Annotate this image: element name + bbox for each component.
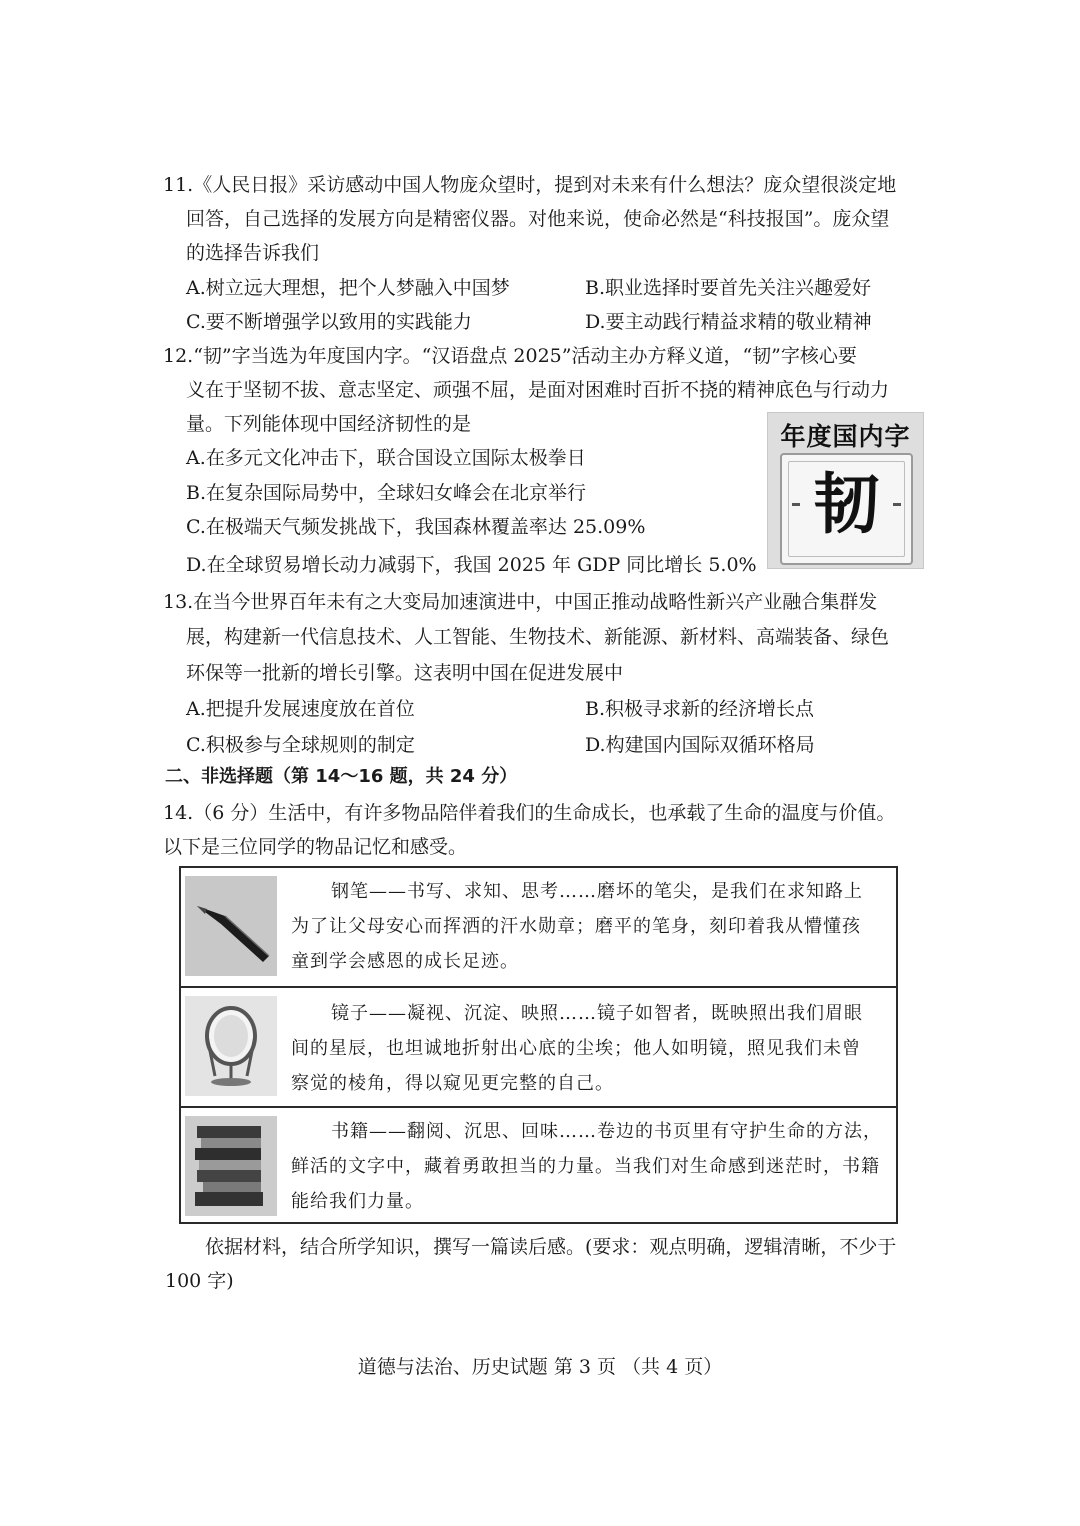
- q14-line1: 14.（6 分）生活中，有许多物品陪伴着我们的生命成长，也承载了生命的温度与价值。: [163, 802, 896, 824]
- q11-option-a: A.树立远大理想，把个人梦融入中国梦: [186, 277, 510, 299]
- annual-character-title: 年度国内字: [780, 422, 911, 451]
- mirror-text-line1: 镜子——凝视、沉淀、映照……镜子如智者，既映照出我们眉眼: [331, 1003, 863, 1024]
- mirror-photo: [185, 996, 277, 1096]
- annual-character-image: [767, 412, 924, 569]
- pen-text-line2: 为了让父母安心而挥洒的汗水勋章；磨平的笔身，刻印着我从懵懂孩: [291, 916, 861, 937]
- q12-option-b: B.在复杂国际局势中，全球妇女峰会在北京举行: [186, 482, 587, 504]
- q13-line2: 展，构建新一代信息技术、人工智能、生物技术、新能源、新材料、高端装备、绿色: [186, 626, 890, 648]
- mirror-text-line2: 间的星辰，也坦诚地折射出心底的尘埃；他人如明镜，照见我们未曾: [291, 1038, 861, 1059]
- q14-line2: 以下是三位同学的物品记忆和感受。: [163, 836, 468, 858]
- q11-option-b: B.职业选择时要首先关注兴趣爱好: [585, 277, 872, 299]
- q12-option-c: C.在极端天气频发挑战下，我国森林覆盖率达 25.09%: [186, 516, 646, 538]
- books-text-line3: 能给我们力量。: [291, 1191, 424, 1212]
- pen-photo: [185, 876, 277, 976]
- q12-line2: 义在于坚韧不拔、意志坚定、顽强不屈，是面对困难时百折不挠的精神底色与行动力: [186, 379, 890, 401]
- table-row-mirror: [181, 986, 896, 1108]
- q11-line2: 回答，自己选择的发展方向是精密仪器。对他来说，使命必然是“科技报国”。庞众望: [186, 208, 890, 230]
- q13-option-d: D.构建国内国际双循环格局: [585, 734, 815, 756]
- books-text-line1: 书籍——翻阅、沉思、回味……卷边的书页里有守护生命的方法，: [331, 1121, 882, 1142]
- q12-option-d: D.在全球贸易增长动力减弱下，我国 2025 年 GDP 同比增长 5.0%: [186, 554, 757, 576]
- q14-prompt-line1: 依据材料，结合所学知识，撰写一篇读后感。(要求：观点明确，逻辑清晰，不少于: [205, 1236, 897, 1258]
- pen-text-line3: 童到学会感恩的成长足迹。: [291, 951, 519, 972]
- q12-option-a: A.在多元文化冲击下，联合国设立国际太极拳日: [186, 447, 586, 469]
- q11-line1: 11.《人民日报》采访感动中国人物庞众望时，提到对未来有什么想法？庞众望很淡定地: [163, 174, 897, 196]
- annual-character: 韧: [813, 466, 880, 543]
- items-memory-table: [179, 866, 898, 1224]
- q14-prompt-line2: 100 字): [165, 1270, 234, 1292]
- q12-line3: 量。下列能体现中国经济韧性的是: [186, 413, 472, 435]
- books-text-line2: 鲜活的文字中，藏着勇敢担当的力量。当我们对生命感到迷茫时，书籍: [291, 1156, 880, 1177]
- q13-line1: 13.在当今世界百年未有之大变局加速演进中，中国正推动战略性新兴产业融合集群发: [163, 591, 878, 613]
- q11-option-c: C.要不断增强学以致用的实践能力: [186, 311, 472, 333]
- q11-option-d: D.要主动践行精益求精的敬业精神: [585, 311, 872, 333]
- books-photo: [185, 1116, 277, 1216]
- q13-option-a: A.把提升发展速度放在首位: [186, 698, 415, 720]
- q12-line1: 12.“韧”字当选为年度国内字。“汉语盘点 2025”活动主办方释义道，“韧”字核心要: [163, 345, 857, 367]
- mirror-text-line3: 察觉的棱角，得以窥见更完整的自己。: [291, 1073, 614, 1094]
- page-footer: 道德与法治、历史试题 第 3 页 （共 4 页）: [357, 1356, 723, 1378]
- q13-option-c: C.积极参与全球规则的制定: [186, 734, 415, 756]
- pen-text-line1: 钢笔——书写、求知、思考……磨坏的笔尖，是我们在求知路上: [331, 881, 863, 902]
- q13-option-b: B.积极寻求新的经济增长点: [585, 698, 815, 720]
- q13-line3: 环保等一批新的增长引擎。这表明中国在促进发展中: [186, 662, 624, 684]
- table-row-books: [181, 1106, 896, 1224]
- q11-line3: 的选择告诉我们: [186, 242, 320, 264]
- annual-character-frame: [780, 453, 913, 565]
- table-row-pen: [181, 868, 896, 986]
- section-2-heading: 二、非选择题（第 14～16 题，共 24 分）: [165, 766, 518, 787]
